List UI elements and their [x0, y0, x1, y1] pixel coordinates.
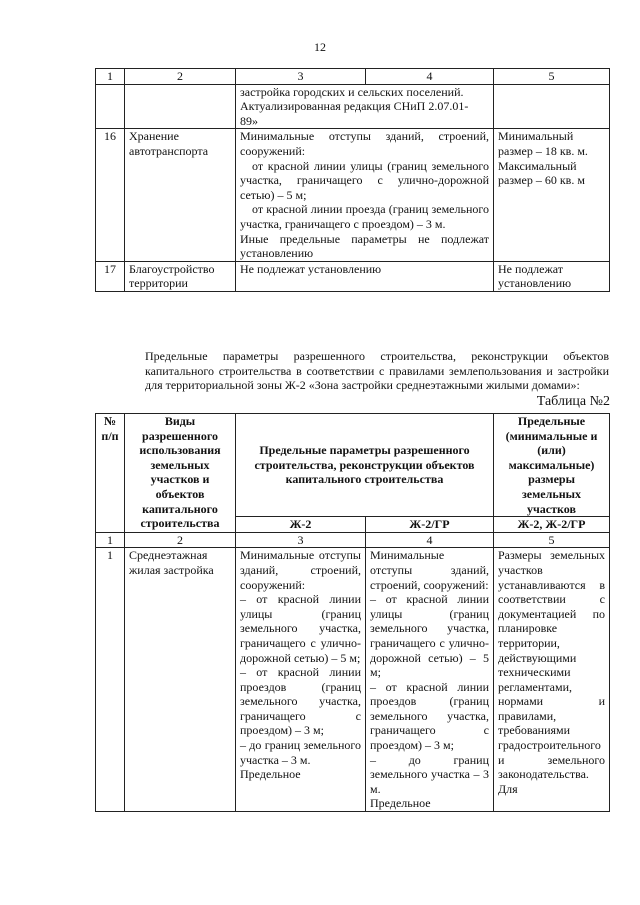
use-type: Среднеэтажная жилая застройка — [125, 548, 236, 812]
table-header-row — [96, 414, 610, 517]
table-1 — [95, 68, 610, 292]
table-row — [96, 548, 610, 812]
params-cell-zh2: Минимальные отступы зданий, строений, сооружений: – от красной линии улицы (границ земельного участка, граничащего с улично-дорожной сетью) – 5 м; – от красной линии проездов (границ земельного участка, граничащего с проездом) – 3 м; – до границ земельного участка – 3 м. Предельное — [236, 548, 366, 812]
header-sizes: Предельные (минимальные и (или) максимальные) размеры земельных участков — [494, 414, 610, 517]
header-zone: Ж-2 — [236, 517, 366, 533]
header-params: Предельные параметры разрешенного строительства, реконструкции объектов капитального строительства — [236, 414, 494, 517]
params-cell: Не подлежат установлению — [236, 261, 494, 291]
col-number: 3 — [236, 69, 366, 85]
sizes-cell: Не подлежат установлению — [494, 261, 610, 291]
table-row — [96, 129, 610, 261]
col-number: 5 — [494, 532, 610, 548]
sizes-cell: Размеры земельных участков устанавливаются в соответствии с документацией по планировке территории, действующими техническими регламентами, нормами и правилами, требованиями градостроительного и земельного законодательства. Для — [494, 548, 610, 812]
header-zone: Ж-2, Ж-2/ГР — [494, 517, 610, 533]
row-number: 17 — [96, 261, 125, 291]
col-number: 2 — [125, 69, 236, 85]
params-cell: Минимальные отступы зданий, строений, сооружений: от красной линии улицы (границ земельного участка, граничащего с улично-дорожной сетью) – 5 м; от красной линии проезда (границ земельного участка, граничащего с проездом) – 3 м. Иные предельные параметры не подлежат установлению — [236, 129, 494, 261]
use-type: Хранение автотранспорта — [125, 129, 236, 261]
params-cell-zh2gr: Минимальные отступы зданий, строений, сооружений: – от красной линии улицы (границ земельного участка, граничащего с улично-дорожной сетью) – 5 м; – от красной линии проездов (границ земельного участка, граничащего с проездом) – 3 м; – до границ земельного участка – 3 м. Предельное — [366, 548, 494, 812]
sizes-cell: Минимальный размер – 18 кв. м. Максимальный размер – 60 кв. м — [494, 129, 610, 261]
table-row — [96, 261, 610, 291]
col-number: 4 — [366, 69, 494, 85]
table-2 — [95, 413, 610, 812]
col-number: 5 — [494, 69, 610, 85]
col-number: 1 — [96, 532, 125, 548]
row-number: 16 — [96, 129, 125, 261]
row-number: 1 — [96, 548, 125, 812]
header-types: Виды разрешенного использования земельных участков и объектов капитального строительства — [125, 414, 236, 533]
table-row — [96, 84, 610, 129]
col-number: 1 — [96, 69, 125, 85]
page-number: 12 — [314, 40, 326, 54]
col-number: 2 — [125, 532, 236, 548]
body-paragraph: Предельные параметры разрешенного строительства, реконструкции объектов капитального строительства в соответствии с правилами землепользования и застройки для территориальной зоны Ж-2 «Зона застройки среднеэтажными жилыми домами»: — [145, 349, 609, 393]
table-row — [96, 69, 610, 85]
header-zone: Ж-2/ГР — [366, 517, 494, 533]
col-number: 4 — [366, 532, 494, 548]
header-num: № п/п — [96, 414, 125, 533]
use-type: Благоустройство территории — [125, 261, 236, 291]
col-number: 3 — [236, 532, 366, 548]
continued-cell: застройка городских и сельских поселений. Актуализированная редакция СНиП 2.07.01- 89» — [236, 84, 494, 129]
table-caption: Таблица №2 — [536, 394, 610, 409]
table-row — [96, 532, 610, 548]
